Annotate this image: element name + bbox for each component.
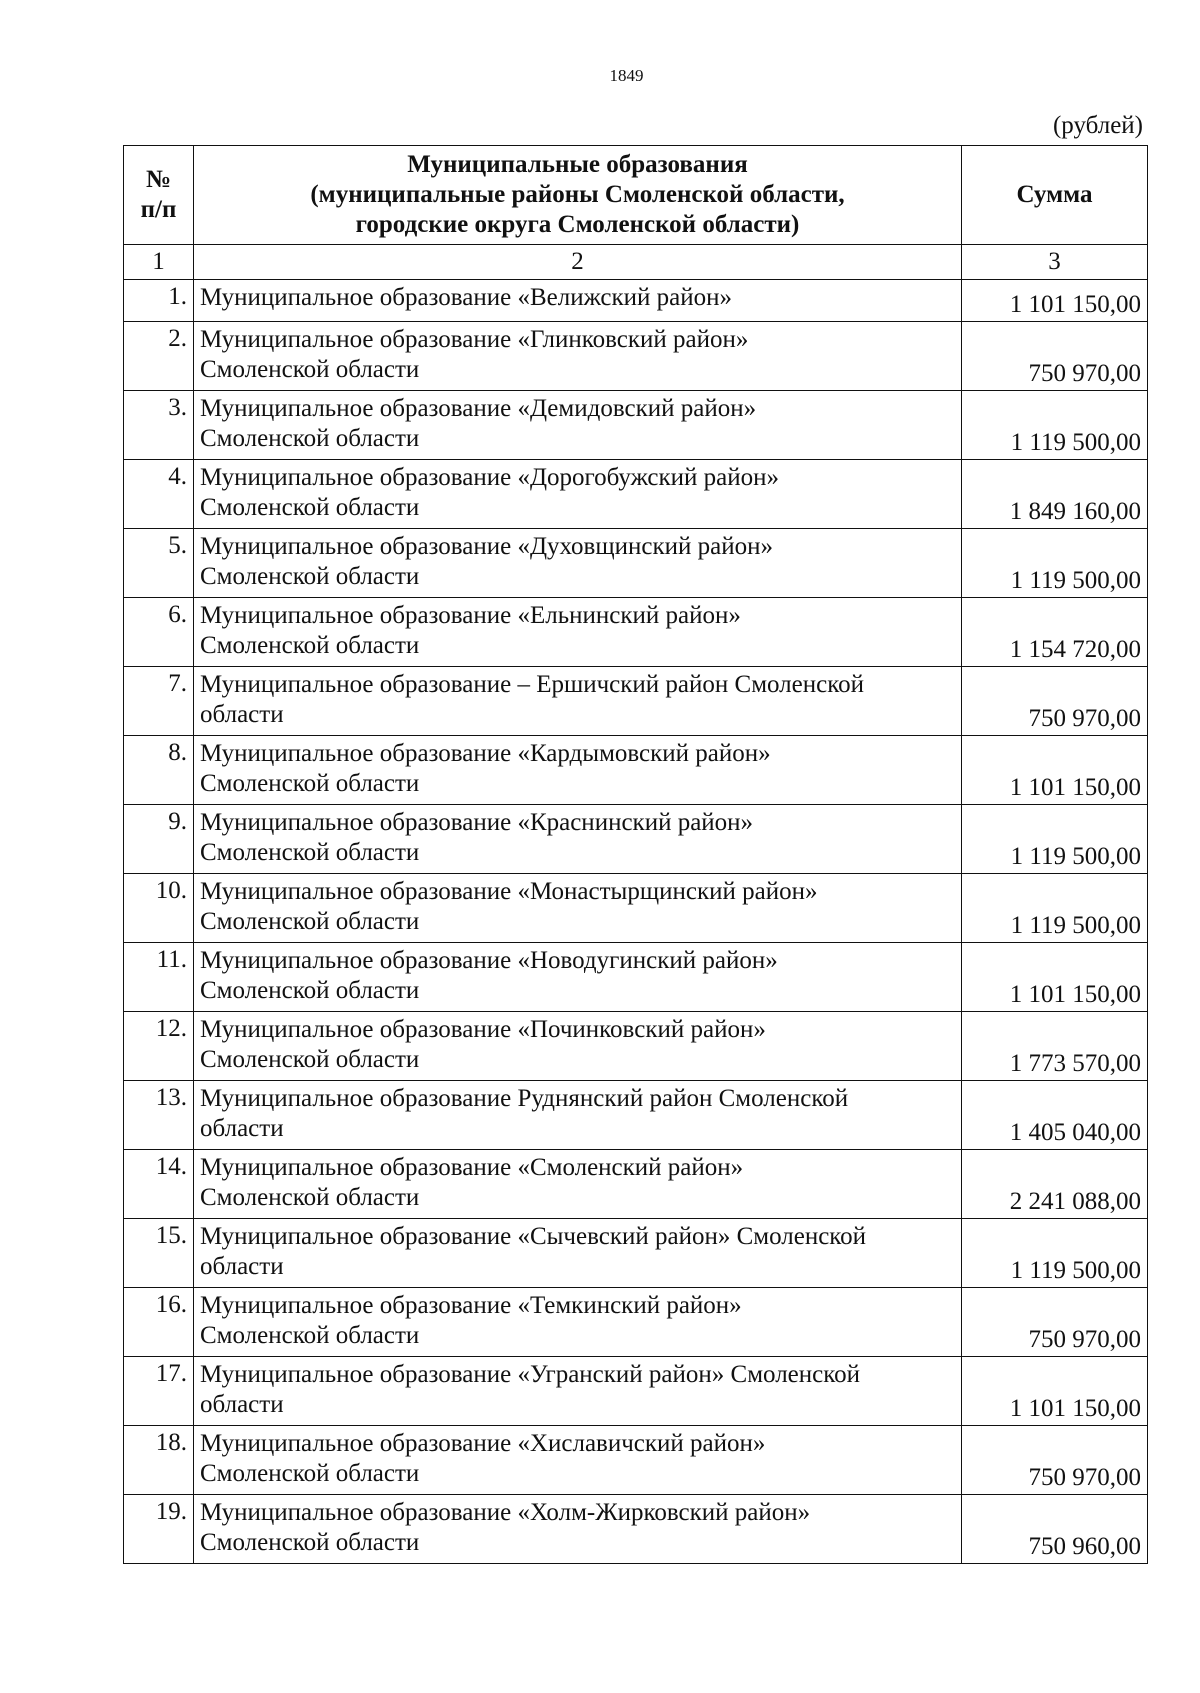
amount-cell: 1 101 150,00	[962, 736, 1148, 805]
row-number: 8.	[124, 736, 194, 805]
column-number: 2	[194, 245, 962, 280]
municipality-name	[194, 1288, 962, 1357]
row-number: 18.	[124, 1426, 194, 1495]
header-number-line: №	[145, 166, 172, 193]
row-number: 15.	[124, 1219, 194, 1288]
row-number: 4.	[124, 460, 194, 529]
header-sum: Сумма	[962, 146, 1148, 245]
amount-cell: 1 154 720,00	[962, 598, 1148, 667]
row-number: 14.	[124, 1150, 194, 1219]
municipality-name-line: Муниципальное образование «Кардымовский район»	[200, 740, 771, 767]
header-municipality-line: (муниципальные районы Смоленской области,	[310, 181, 845, 208]
header-municipality-line: Муниципальные образования	[407, 151, 748, 178]
amount-cell: 750 970,00	[962, 322, 1148, 391]
table-row	[124, 736, 1148, 805]
municipality-name-line: Смоленской области	[200, 494, 420, 521]
amount-cell: 1 101 150,00	[962, 1357, 1148, 1426]
municipality-name-line: Муниципальное образование «Холм-Жирковский район»	[200, 1499, 811, 1526]
municipality-name	[194, 598, 962, 667]
municipality-name	[194, 280, 962, 322]
page-number: 1849	[609, 66, 644, 85]
amount-cell: 750 960,00	[962, 1495, 1148, 1564]
row-number: 10.	[124, 874, 194, 943]
municipality-name-line: Муниципальное образование «Смоленский район»	[200, 1154, 744, 1181]
municipality-name-line: Муниципальное образование – Ершичский район Смоленской	[200, 671, 864, 698]
column-number-row	[124, 245, 1148, 280]
row-number: 9.	[124, 805, 194, 874]
municipality-name-line: Муниципальное образование «Монастырщинский район»	[200, 878, 818, 905]
table-row	[124, 1426, 1148, 1495]
column-number: 1	[124, 245, 194, 280]
amount-cell: 1 405 040,00	[962, 1081, 1148, 1150]
municipality-name-line: Смоленской области	[200, 1046, 420, 1073]
table-row	[124, 943, 1148, 1012]
header-number	[124, 146, 194, 245]
municipality-name-line: области	[200, 1253, 284, 1280]
municipality-name	[194, 322, 962, 391]
municipality-name	[194, 1357, 962, 1426]
municipality-name-line: Смоленской области	[200, 356, 420, 383]
header-municipality	[194, 146, 962, 245]
municipality-name-line: Муниципальное образование «Починковский район»	[200, 1016, 766, 1043]
municipality-name-line: Муниципальное образование «Новодугинский район»	[200, 947, 778, 974]
municipality-name-line: Муниципальное образование «Темкинский район»	[200, 1292, 742, 1319]
row-number: 12.	[124, 1012, 194, 1081]
amount-cell: 750 970,00	[962, 667, 1148, 736]
municipality-name-line: Смоленской области	[200, 908, 420, 935]
municipality-name-line: Муниципальное образование Руднянский район Смоленской	[200, 1085, 849, 1112]
amount-cell: 1 119 500,00	[962, 874, 1148, 943]
table-row	[124, 667, 1148, 736]
amount-cell: 2 241 088,00	[962, 1150, 1148, 1219]
amount-cell: 1 119 500,00	[962, 529, 1148, 598]
table-row	[124, 805, 1148, 874]
municipality-name-line: Смоленской области	[200, 839, 420, 866]
municipality-name-line: Муниципальное образование «Ельнинский район»	[200, 602, 741, 629]
municipality-name-line: Смоленской области	[200, 770, 420, 797]
municipality-name-line: Муниципальное образование «Сычевский район» Смоленской	[200, 1223, 867, 1250]
row-number: 13.	[124, 1081, 194, 1150]
row-number: 3.	[124, 391, 194, 460]
municipality-name-line: Смоленской области	[200, 977, 420, 1004]
amount-cell: 1 101 150,00	[962, 943, 1148, 1012]
municipality-name-line: Смоленской области	[200, 1322, 420, 1349]
municipality-name-line: Смоленской области	[200, 1460, 420, 1487]
municipality-name	[194, 1219, 962, 1288]
municipality-name-line: Смоленской области	[200, 632, 420, 659]
row-number: 5.	[124, 529, 194, 598]
table-row	[124, 1288, 1148, 1357]
municipality-name-line: Муниципальное образование «Хиславичский район»	[200, 1430, 766, 1457]
row-number: 1.	[124, 280, 194, 322]
municipality-name	[194, 1081, 962, 1150]
table-row	[124, 322, 1148, 391]
row-number: 16.	[124, 1288, 194, 1357]
row-number: 7.	[124, 667, 194, 736]
header-municipality-line: городские округа Смоленской области)	[355, 211, 800, 238]
municipality-name-line: Муниципальное образование «Духовщинский район»	[200, 533, 773, 560]
table-row	[124, 1081, 1148, 1150]
amount-cell: 1 849 160,00	[962, 460, 1148, 529]
table-row	[124, 874, 1148, 943]
amount-cell: 1 119 500,00	[962, 391, 1148, 460]
allocation-table	[123, 145, 1148, 1564]
table-row	[124, 529, 1148, 598]
amount-cell: 1 119 500,00	[962, 805, 1148, 874]
table-row	[124, 598, 1148, 667]
municipality-name-line: Смоленской области	[200, 1184, 420, 1211]
municipality-name	[194, 460, 962, 529]
amount-cell: 1 119 500,00	[962, 1219, 1148, 1288]
units-label: (рублей)	[1052, 112, 1143, 139]
municipality-name-line: области	[200, 1115, 284, 1142]
row-number: 6.	[124, 598, 194, 667]
row-number: 17.	[124, 1357, 194, 1426]
amount-cell: 750 970,00	[962, 1426, 1148, 1495]
column-number: 3	[962, 245, 1148, 280]
municipality-name	[194, 805, 962, 874]
table-row	[124, 460, 1148, 529]
table-row	[124, 1012, 1148, 1081]
municipality-name	[194, 1012, 962, 1081]
municipality-name-line: Муниципальное образование «Угранский район» Смоленской	[200, 1361, 860, 1388]
municipality-name	[194, 736, 962, 805]
municipality-name-line: Смоленской области	[200, 425, 420, 452]
table-header-row	[124, 146, 1148, 245]
table-row	[124, 280, 1148, 322]
row-number: 2.	[124, 322, 194, 391]
row-number: 11.	[124, 943, 194, 1012]
amount-cell: 1 101 150,00	[962, 280, 1148, 322]
municipality-name-line: Муниципальное образование «Краснинский район»	[200, 809, 754, 836]
municipality-name	[194, 1150, 962, 1219]
row-number: 19.	[124, 1495, 194, 1564]
table-row	[124, 1219, 1148, 1288]
municipality-name-line: Муниципальное образование «Демидовский район»	[200, 395, 757, 422]
municipality-name-line: Муниципальное образование «Дорогобужский район»	[200, 464, 779, 491]
municipality-name-line: области	[200, 1391, 284, 1418]
amount-cell: 1 773 570,00	[962, 1012, 1148, 1081]
municipality-name	[194, 874, 962, 943]
municipality-name-line: Смоленской области	[200, 1529, 420, 1556]
municipality-name	[194, 1495, 962, 1564]
table-row	[124, 1357, 1148, 1426]
municipality-name-line: Смоленской области	[200, 563, 420, 590]
municipality-name-line: Муниципальное образование «Велижский район»	[200, 284, 732, 311]
municipality-name	[194, 529, 962, 598]
municipality-name	[194, 1426, 962, 1495]
header-number-line: п/п	[140, 196, 177, 223]
amount-cell: 750 970,00	[962, 1288, 1148, 1357]
municipality-name-line: Муниципальное образование «Глинковский район»	[200, 326, 749, 353]
municipality-name	[194, 391, 962, 460]
municipality-name	[194, 943, 962, 1012]
table-row	[124, 1495, 1148, 1564]
municipality-name-line: области	[200, 701, 284, 728]
table-row	[124, 1150, 1148, 1219]
table-row	[124, 391, 1148, 460]
municipality-name	[194, 667, 962, 736]
